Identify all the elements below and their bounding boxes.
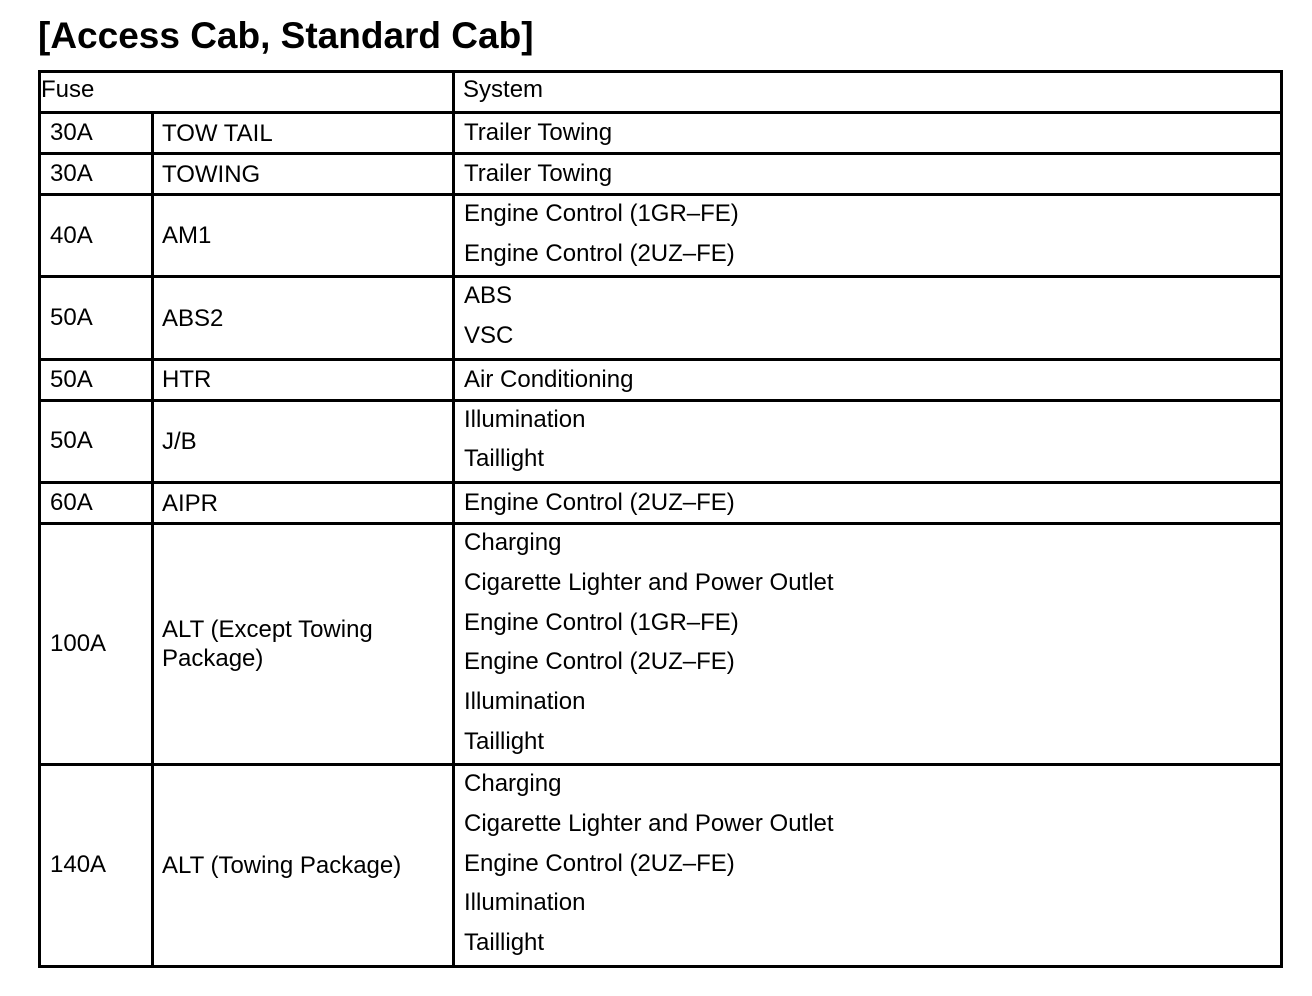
fuse-systems [454,113,1282,154]
fuse-name: HTR [153,359,454,400]
fuse-name: ALT (Except Towing Package) [153,524,454,765]
table-row [40,359,1282,400]
system-item: Engine Control (2UZ–FE) [464,489,735,517]
fuse-name: AIPR [153,483,454,524]
table-row [40,765,1282,966]
fuse-amperage: 50A [40,359,153,400]
table-row [40,400,1282,482]
system-item: Engine Control (1GR–FE) [464,608,739,636]
fuse-amperage: 50A [40,277,153,359]
fuse-name: TOW TAIL [153,113,454,154]
system-item: Trailer Towing [464,119,613,146]
fuse-amperage: 140A [40,765,153,966]
header-fuse: Fuse [40,72,454,113]
fuse-amperage: 60A [40,483,153,524]
fuse-table [38,70,1283,968]
table-row [40,483,1282,524]
system-item: Engine Control (1GR–FE) [464,200,739,227]
system-item: Trailer Towing [464,160,613,187]
table-row [40,524,1282,765]
system-item: Illumination [464,405,586,433]
table-row [40,113,1282,154]
fuse-systems [454,154,1282,195]
system-item: ABS [464,282,513,310]
table-row [40,195,1282,277]
table-row [40,154,1282,195]
fuse-systems [454,400,1282,482]
system-item: Engine Control (2UZ–FE) [464,239,735,267]
system-item: Taillight [464,727,545,755]
fuse-name: ALT (Towing Package) [153,765,454,966]
header-system: System [454,72,1282,113]
fuse-amperage: 40A [40,195,153,277]
system-item: Illumination [464,687,586,715]
page-title: [Access Cab, Standard Cab] [38,15,534,56]
fuse-amperage: 30A [40,113,153,154]
fuse-amperage: 100A [40,524,153,765]
system-item: Air Conditioning [464,365,634,393]
fuse-systems [454,483,1282,524]
system-item: Charging [464,770,562,798]
fuse-systems [454,195,1282,277]
fuse-systems [454,765,1282,966]
system-item: Engine Control (2UZ–FE) [464,849,735,877]
system-item: Cigarette Lighter and Power Outlet [464,809,834,837]
system-item: Taillight [464,445,545,473]
system-item: Charging [464,529,562,557]
table-row [40,277,1282,359]
system-item: Taillight [464,929,545,956]
fuse-systems [454,524,1282,765]
fuse-name: TOWING [153,154,454,195]
fuse-name: ABS2 [153,277,454,359]
system-item: Illumination [464,889,586,917]
fuse-name: AM1 [153,195,454,277]
fuse-systems [454,277,1282,359]
fuse-amperage: 30A [40,154,153,195]
system-item: VSC [464,322,514,350]
fuse-name: J/B [153,400,454,482]
fuse-systems [454,359,1282,400]
table-header-row [40,72,1282,113]
system-item: Cigarette Lighter and Power Outlet [464,568,834,596]
system-item: Engine Control (2UZ–FE) [464,648,735,676]
fuse-amperage: 50A [40,400,153,482]
